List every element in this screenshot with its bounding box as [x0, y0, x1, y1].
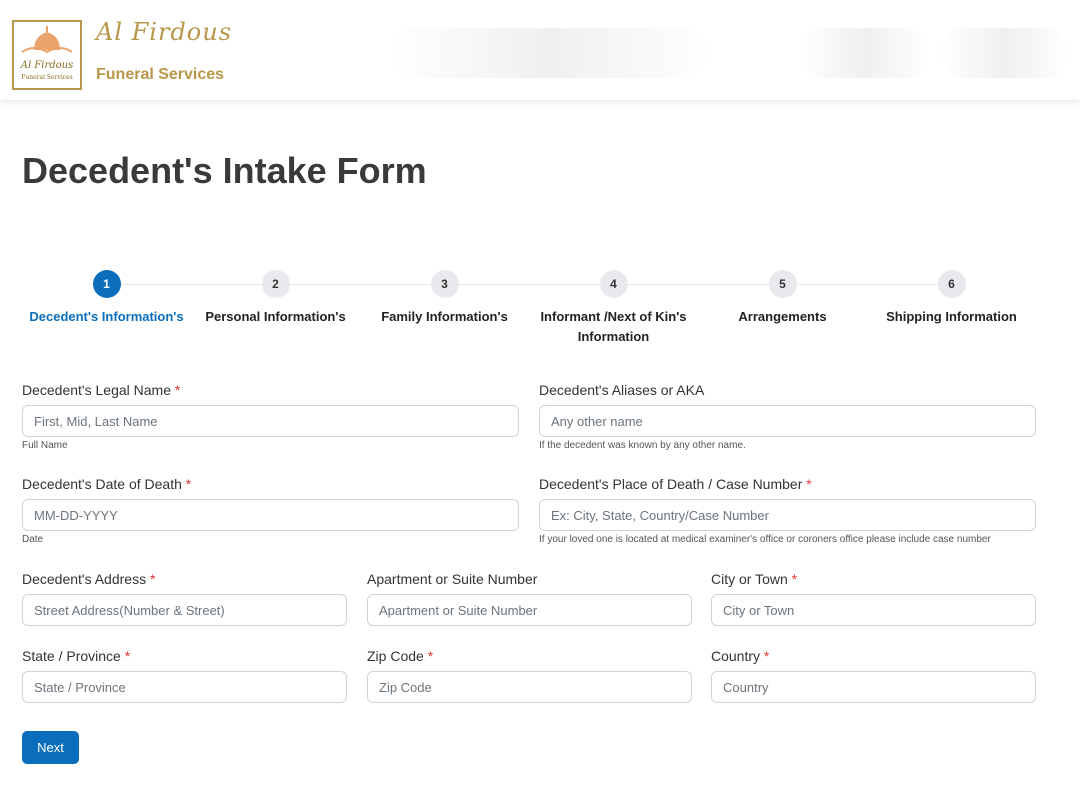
required-marker: *: [124, 648, 131, 664]
step-shipping-info[interactable]: [867, 270, 1036, 327]
zip-input[interactable]: [367, 671, 692, 703]
header-nav-placeholder: [940, 28, 1070, 78]
state-field: [22, 647, 347, 703]
logo-box-title: Al Firdous: [20, 60, 74, 71]
step-family-info[interactable]: [360, 270, 529, 327]
logo-emblem: [12, 20, 82, 90]
header-nav-placeholder: [800, 28, 930, 78]
step-label: Family Information's: [381, 309, 508, 324]
step-number: 4: [600, 270, 628, 298]
address-field: [22, 570, 347, 626]
step-arrangements[interactable]: [698, 270, 867, 327]
logo-script-name: Al Firdous: [96, 18, 233, 46]
required-marker: *: [791, 571, 798, 587]
step-label: Arrangements: [738, 309, 827, 324]
aliases-help: If the decedent was known by any other name.: [539, 440, 746, 451]
state-label: State / Province *: [22, 648, 131, 664]
city-input[interactable]: [711, 594, 1036, 626]
address-input[interactable]: [22, 594, 347, 626]
required-marker: *: [427, 648, 434, 664]
step-number: 3: [431, 270, 459, 298]
legal-name-help: Full Name: [22, 440, 68, 451]
step-number: 2: [262, 270, 290, 298]
address-label: Decedent's Address *: [22, 571, 156, 587]
date-of-death-help: Date: [22, 534, 44, 545]
required-marker: *: [806, 476, 812, 492]
step-informant-info[interactable]: [529, 270, 698, 347]
form-stepper: [22, 270, 1036, 350]
step-label: Shipping Information: [886, 309, 1017, 324]
zip-field: [367, 647, 692, 703]
aliases-input[interactable]: [539, 405, 1036, 437]
legal-name-field: [22, 381, 519, 452]
place-of-death-field: [539, 475, 1036, 546]
date-of-death-label: Decedent's Date of Death *: [22, 476, 192, 492]
apartment-field: [367, 570, 692, 626]
step-decedent-info[interactable]: [22, 270, 191, 327]
site-header: [0, 0, 1080, 100]
legal-name-input[interactable]: [22, 405, 519, 437]
step-personal-info[interactable]: [191, 270, 360, 327]
country-input[interactable]: [711, 671, 1036, 703]
aliases-field: [539, 381, 1036, 452]
place-of-death-label: Decedent's Place of Death / Case Number *: [539, 476, 812, 492]
city-field: [711, 570, 1036, 626]
step-label: Decedent's Information's: [29, 309, 184, 324]
place-of-death-help: If your loved one is located at medical examiner's office or coroners office please include case number: [539, 534, 991, 545]
country-label: Country *: [711, 648, 770, 664]
apartment-label: Apartment or Suite Number: [367, 571, 538, 587]
step-number: 5: [769, 270, 797, 298]
logo-brand-name: Funeral Services: [96, 66, 225, 83]
next-button[interactable]: Next: [22, 731, 79, 764]
city-label: City or Town *: [711, 571, 798, 587]
zip-label: Zip Code *: [367, 648, 434, 664]
logo-box-subtitle: Funeral Services: [21, 74, 73, 81]
state-input[interactable]: [22, 671, 347, 703]
header-nav-placeholder: [390, 28, 710, 78]
required-marker: *: [149, 571, 156, 587]
date-of-death-field: [22, 475, 519, 546]
apartment-input[interactable]: [367, 594, 692, 626]
country-field: [711, 647, 1036, 703]
date-of-death-input[interactable]: [22, 499, 519, 531]
required-marker: *: [763, 648, 770, 664]
step-number: 6: [938, 270, 966, 298]
brand-logo[interactable]: [12, 18, 238, 92]
legal-name-label: Decedent's Legal Name *: [22, 382, 181, 398]
step-label: Informant /Next of Kin's Information: [540, 309, 687, 344]
aliases-label: Decedent's Aliases or AKA: [539, 382, 705, 398]
required-marker: *: [185, 476, 192, 492]
page-title: Decedent's Intake Form: [22, 150, 427, 191]
dome-icon: [14, 22, 80, 62]
step-label: Personal Information's: [205, 309, 346, 324]
step-number: 1: [93, 270, 121, 298]
place-of-death-input[interactable]: [539, 499, 1036, 531]
required-marker: *: [174, 382, 181, 398]
